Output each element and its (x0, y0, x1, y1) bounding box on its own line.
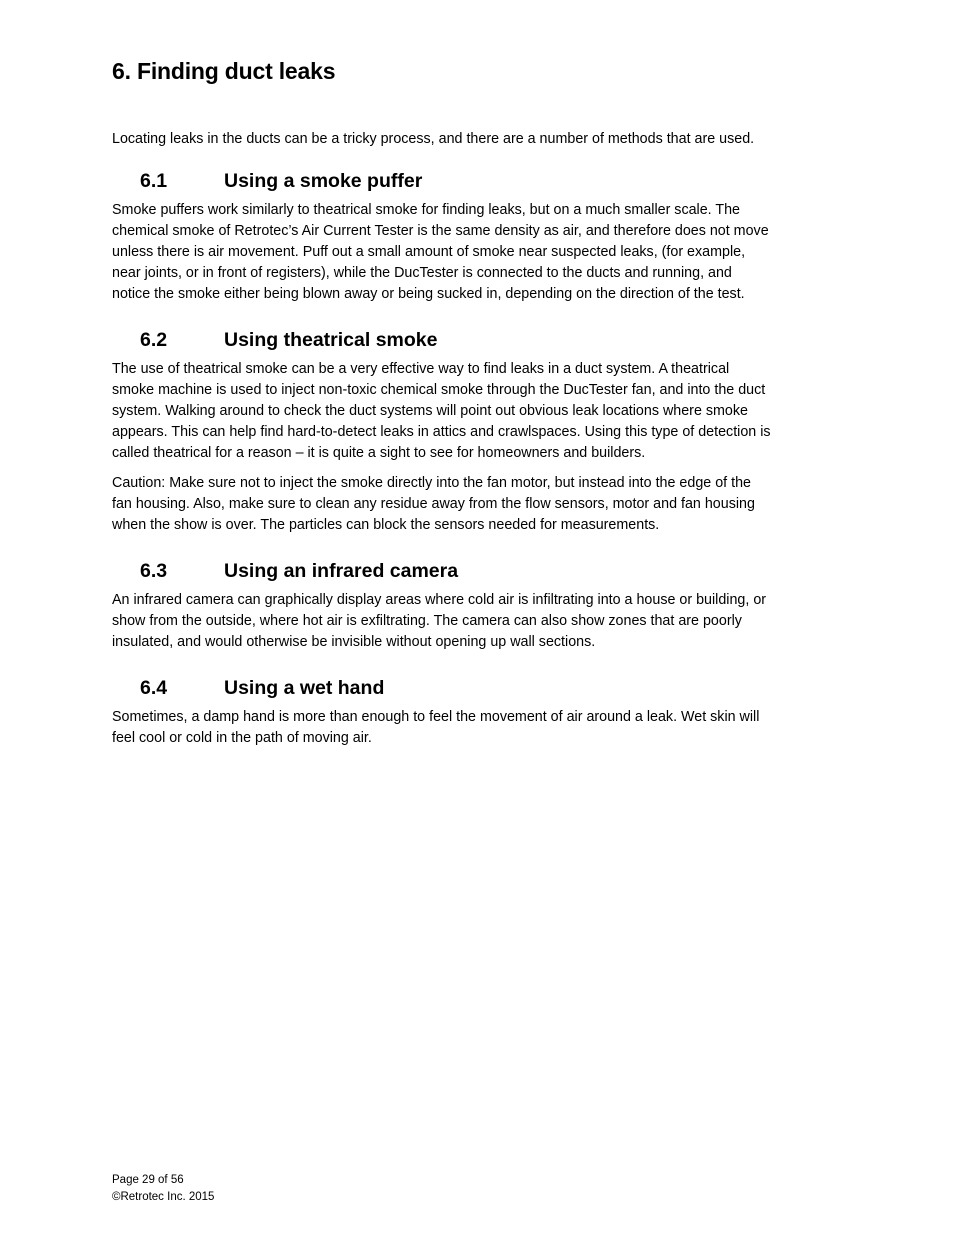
paragraph-line: Sometimes, a damp hand is more than enough to feel the movement of air around a leak. Wet skin will (112, 709, 760, 725)
paragraph-line: fan housing. Also, make sure to clean any residue away from the flow sensors, motor and fan housing (112, 496, 755, 512)
paragraph-line: insulated, and would otherwise be invisible without opening up wall sections. (112, 634, 596, 650)
paragraph-line: appears. This can help find hard-to-detect leaks in attics and crawlspaces. Using this type of detection is (112, 424, 771, 440)
section-title: Using an infrared camera (224, 560, 459, 582)
paragraph-line: near joints, or in front of registers), while the DucTester is connected to the ducts and running, and (112, 265, 732, 281)
paragraph-line: An infrared camera can graphically display areas where cold air is infiltrating into a house or building, or (112, 592, 767, 608)
copyright-notice: ©Retrotec Inc. 2015 (112, 1191, 215, 1203)
paragraph-line: unless there is air movement. Puff out a small amount of smoke near suspected leaks, (for example, (112, 244, 746, 260)
paragraph-line: The use of theatrical smoke can be a very effective way to find leaks in a duct system. A theatrical (112, 361, 730, 377)
page-number: Page 29 of 56 (112, 1174, 184, 1186)
section-theatrical-smoke (112, 327, 844, 536)
paragraph-line: system. Walking around to check the duct systems will point out obvious leak locations where smoke (112, 403, 748, 419)
section-smoke-puffer (112, 168, 844, 305)
paragraph (112, 200, 844, 305)
paragraph-line: when the show is over. The particles can block the sensors needed for measurements. (112, 517, 660, 533)
section-title: Using a smoke puffer (224, 170, 423, 192)
section-heading (112, 168, 844, 194)
paragraph-line: Caution: Make sure not to inject the smoke directly into the fan motor, but instead into the edge of the (112, 475, 751, 491)
page-footer (112, 1172, 214, 1206)
section-title: Using theatrical smoke (224, 329, 438, 351)
section-title: Using a wet hand (224, 677, 385, 699)
paragraph-line: show from the outside, where hot air is exfiltrating. The camera can also show zones that are poorly (112, 613, 742, 629)
paragraph (112, 707, 844, 749)
paragraph-line: called theatrical for a reason – it is quite a sight to see for homeowners and builders. (112, 445, 646, 461)
paragraph-line: Smoke puffers work similarly to theatrical smoke for finding leaks, but on a much smaller scale. The (112, 202, 741, 218)
section-heading (112, 675, 844, 701)
section-infrared-camera (112, 558, 844, 653)
section-number: 6.4 (140, 677, 168, 699)
section-number: 6.3 (140, 560, 168, 582)
paragraph-line: feel cool or cold in the path of moving air. (112, 730, 372, 746)
chapter-intro: Locating leaks in the ducts can be a tricky process, and there are a number of methods that are used. (112, 131, 755, 147)
paragraph (112, 590, 844, 653)
paragraph (112, 359, 844, 464)
caution-paragraph (112, 473, 844, 536)
section-wet-hand (112, 675, 844, 749)
chapter-title: 6. Finding duct leaks (112, 58, 336, 84)
section-heading (112, 327, 844, 353)
paragraph-line: notice the smoke either being blown away or being sucked in, depending on the direction of the test. (112, 286, 745, 302)
section-number: 6.2 (140, 329, 168, 351)
paragraph-line: smoke machine is used to inject non-toxic chemical smoke through the DucTester fan, and into the duct (112, 382, 766, 398)
section-number: 6.1 (140, 170, 168, 192)
paragraph-line: chemical smoke of Retrotec’s Air Current Tester is the same density as air, and therefore does not move (112, 223, 769, 239)
section-heading (112, 558, 844, 584)
